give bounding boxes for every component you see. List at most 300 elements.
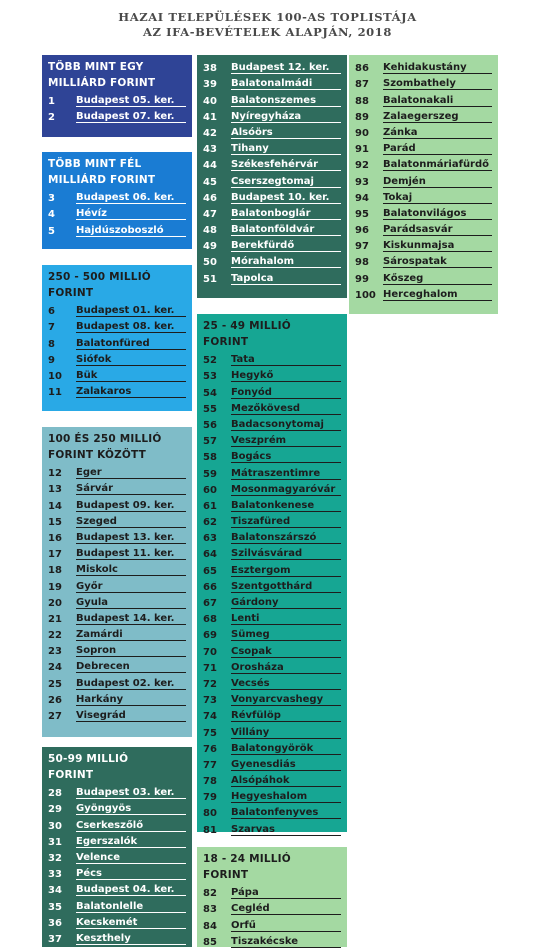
- rank-row-balatonfenyves: [203, 804, 341, 820]
- rank-row-zamardi: [48, 626, 186, 642]
- rank-number: 58: [203, 452, 217, 464]
- rank-number: 84: [203, 920, 217, 932]
- rank-row-alsopahok: [203, 772, 341, 788]
- rank-row-velence: [48, 849, 186, 865]
- rank-number: 4: [48, 209, 55, 221]
- rank-row-sumeg: [203, 626, 341, 642]
- settlement-name: Veszprém: [231, 435, 341, 447]
- tier-panel: [42, 55, 192, 137]
- rank-row-budapest-14-ker: [48, 610, 186, 626]
- settlement-name: Siófok: [76, 354, 186, 366]
- rank-number: 27: [48, 711, 62, 722]
- rank-row-cserkeszolo: [48, 816, 186, 832]
- settlement-name: Alsóörs: [231, 127, 341, 139]
- rank-number: 95: [355, 208, 369, 220]
- rank-row-cegled: [203, 900, 341, 916]
- tier-panel: [42, 427, 192, 737]
- tier-panel: [197, 847, 347, 947]
- rank-row-egerszalok: [48, 833, 186, 849]
- rank-row-budapest-02-ker: [48, 674, 186, 690]
- rank-row-veszprem: [203, 432, 341, 448]
- rank-number: 52: [203, 355, 217, 367]
- rank-number: 75: [203, 727, 217, 739]
- rank-number: 39: [203, 79, 217, 91]
- rank-row-heviz: [48, 205, 186, 221]
- rank-row-miskolc: [48, 561, 186, 577]
- rank-row-berekfurdo: [203, 237, 341, 253]
- settlement-name: Cserkeszőlő: [76, 820, 186, 832]
- settlement-name: Szarvas: [231, 824, 341, 836]
- settlement-name: Alsópáhok: [231, 775, 341, 787]
- settlement-name: Parádsasvár: [383, 224, 492, 236]
- rank-number: 16: [48, 532, 62, 544]
- settlement-name: Mátraszentimre: [231, 468, 341, 480]
- settlement-name: Villány: [231, 727, 341, 739]
- rank-row-budapest-01-ker: [48, 302, 186, 318]
- rank-number: 22: [48, 630, 62, 642]
- rank-number: 49: [203, 241, 217, 253]
- settlement-name: Miskolc: [76, 564, 186, 576]
- settlement-name: Budapest 09. ker.: [76, 500, 186, 512]
- settlement-name: Szombathely: [383, 78, 492, 90]
- rank-number: 38: [203, 63, 217, 75]
- settlement-name: Hegyeshalom: [231, 791, 341, 803]
- rank-number: 70: [203, 646, 217, 658]
- rank-number: 66: [203, 581, 217, 593]
- settlement-name: Mosonmagyaróvár: [231, 484, 341, 496]
- rank-row-balatonboglar: [203, 205, 341, 221]
- rank-number: 2: [48, 112, 55, 124]
- rank-number: 25: [48, 678, 62, 690]
- rank-row-zanka: [355, 124, 492, 140]
- rank-row-gyula: [48, 594, 186, 610]
- rank-number: 17: [48, 549, 62, 561]
- rank-number: 100: [355, 289, 376, 301]
- rank-number: 20: [48, 597, 62, 609]
- rank-row-tokaj: [355, 189, 492, 205]
- tier-panel: [197, 314, 347, 836]
- rank-row-vonyarcvashegy: [203, 691, 341, 707]
- rank-row-tiszafured: [203, 513, 341, 529]
- settlement-name: Szentgotthárd: [231, 581, 341, 593]
- rank-row-sarvar: [48, 480, 186, 496]
- settlement-name: Hévíz: [76, 208, 186, 220]
- rank-row-balatonfured: [48, 334, 186, 350]
- settlement-name: Tiszakécske: [231, 936, 341, 948]
- rank-row-gardony: [203, 594, 341, 610]
- settlement-name: Keszthely: [76, 933, 186, 945]
- settlement-name: Balatonmáriafürdő: [383, 159, 492, 171]
- rank-row-hegyeshalom: [203, 788, 341, 804]
- settlement-name: Révfülöp: [231, 710, 341, 722]
- settlement-name: Balatongyörök: [231, 743, 341, 755]
- rank-row-balatongyorok: [203, 740, 341, 756]
- rank-row-budapest-09-ker: [48, 496, 186, 512]
- tier-heading: TÖBB MINT FÉL MILLIÁRD FORINT: [48, 158, 156, 186]
- settlement-name: Harkány: [76, 694, 186, 706]
- settlement-name: Balatonboglár: [231, 208, 341, 220]
- tier-heading: 250 - 500 MILLIÓ FORINT: [48, 271, 151, 299]
- rank-number: 40: [203, 95, 217, 107]
- settlement-name: Budapest 02. ker.: [76, 678, 186, 690]
- rank-number: 36: [48, 917, 62, 929]
- settlement-name: Balatonvilágos: [383, 208, 492, 220]
- settlement-name: Budapest 05. ker.: [76, 95, 186, 107]
- rank-number: 8: [48, 338, 55, 350]
- settlement-name: Zalakaros: [76, 386, 186, 398]
- rank-number: 31: [48, 836, 62, 848]
- rank-row-buk: [48, 367, 186, 383]
- rank-row-lenti: [203, 610, 341, 626]
- rank-row-kehidakustany: [355, 59, 492, 75]
- rank-number: 63: [203, 533, 217, 545]
- settlement-name: Pápa: [231, 887, 341, 899]
- rank-number: 78: [203, 776, 217, 788]
- settlement-name: Pécs: [76, 868, 186, 880]
- settlement-name: Tata: [231, 354, 341, 366]
- rank-number: 41: [203, 111, 217, 123]
- rank-number: 74: [203, 711, 217, 723]
- rank-row-vecses: [203, 675, 341, 691]
- rank-row-debrecen: [48, 658, 186, 674]
- settlement-name: Mezőkövesd: [231, 403, 341, 415]
- rank-number: 33: [48, 869, 62, 881]
- settlement-name: Sárvár: [76, 483, 186, 495]
- rank-row-matraszentimre: [203, 464, 341, 480]
- rank-number: 88: [355, 95, 369, 107]
- settlement-name: Győr: [76, 581, 186, 593]
- rank-number: 72: [203, 678, 217, 690]
- rank-row-bogacs: [203, 448, 341, 464]
- rank-number: 13: [48, 484, 62, 496]
- rank-number: 61: [203, 500, 217, 512]
- settlement-name: Zánka: [383, 127, 492, 139]
- rank-number: 1: [48, 96, 55, 108]
- rank-number: 46: [203, 192, 217, 204]
- rank-number: 57: [203, 436, 217, 448]
- rank-row-demjen: [355, 172, 492, 188]
- settlement-name: Balatonföldvár: [231, 224, 341, 236]
- settlement-name: Szilvásvárad: [231, 548, 341, 560]
- rank-row-visegrad: [48, 707, 186, 723]
- rank-row-budapest-07-ker: [48, 108, 186, 124]
- rank-row-oroshaza: [203, 659, 341, 675]
- rank-row-parad: [355, 140, 492, 156]
- settlement-name: Lenti: [231, 613, 341, 625]
- rank-row-szentgotthard: [203, 578, 341, 594]
- rank-row-gyongyos: [48, 800, 186, 816]
- rank-number: 89: [355, 111, 369, 123]
- rank-row-koszeg: [355, 269, 492, 285]
- rank-number: 62: [203, 517, 217, 529]
- rank-row-mezokovesd: [203, 400, 341, 416]
- settlement-name: Tiszafüred: [231, 516, 341, 528]
- settlement-name: Cegléd: [231, 903, 341, 915]
- settlement-name: Balatonfenyves: [231, 807, 341, 819]
- rank-number: 68: [203, 614, 217, 626]
- rank-number: 96: [355, 225, 369, 237]
- rank-row-balatonkenese: [203, 497, 341, 513]
- rank-number: 3: [48, 193, 55, 205]
- rank-number: 82: [203, 888, 217, 900]
- settlement-name: Gyenesdiás: [231, 759, 341, 771]
- rank-number: 55: [203, 403, 217, 415]
- rank-row-zalaegerszeg: [355, 108, 492, 124]
- rank-row-gyor: [48, 577, 186, 593]
- settlement-name: Debrecen: [76, 661, 186, 673]
- rank-row-paradsasvar: [355, 221, 492, 237]
- settlement-name: Fonyód: [231, 387, 341, 399]
- settlement-name: Budapest 13. ker.: [76, 532, 186, 544]
- tier-heading: 18 - 24 MILLIÓ FORINT: [203, 853, 291, 881]
- settlement-name: Szeged: [76, 516, 186, 528]
- rank-row-tapolca: [203, 269, 341, 285]
- rank-number: 42: [203, 127, 217, 139]
- rank-number: 60: [203, 484, 217, 496]
- settlement-name: Gyula: [76, 597, 186, 609]
- rank-number: 93: [355, 176, 369, 188]
- rank-number: 21: [48, 613, 62, 625]
- settlement-name: Berekfürdő: [231, 240, 341, 252]
- settlement-name: Kecskemét: [76, 917, 186, 929]
- rank-row-hajduszoboszlo: [48, 221, 186, 237]
- rank-number: 69: [203, 630, 217, 642]
- settlement-name: Hajdúszoboszló: [76, 225, 186, 237]
- settlement-name: Tokaj: [383, 192, 492, 204]
- rank-number: 35: [48, 901, 62, 913]
- rank-number: 64: [203, 549, 217, 561]
- rank-number: 59: [203, 468, 217, 480]
- settlement-name: Orfű: [231, 920, 341, 932]
- rank-number: 56: [203, 419, 217, 431]
- rank-row-orfu: [203, 916, 341, 932]
- rank-number: 12: [48, 468, 62, 480]
- settlement-name: Balatonszárszó: [231, 532, 341, 544]
- rank-row-cserszegtomaj: [203, 172, 341, 188]
- settlement-name: Csopak: [231, 646, 341, 658]
- tier-heading: 25 - 49 MILLIÓ FORINT: [203, 320, 291, 348]
- rank-number: 48: [203, 225, 217, 237]
- rank-number: 28: [48, 788, 62, 800]
- rank-row-tihany: [203, 140, 341, 156]
- settlement-name: Egerszalók: [76, 836, 186, 848]
- rank-row-siofok: [48, 351, 186, 367]
- rank-row-badacsonytomaj: [203, 416, 341, 432]
- settlement-name: Budapest 08. ker.: [76, 321, 186, 333]
- settlement-name: Eger: [76, 467, 186, 479]
- tier-heading: 50-99 MILLIÓ FORINT: [48, 753, 129, 781]
- rank-row-budapest-06-ker: [48, 189, 186, 205]
- rank-number: 79: [203, 792, 217, 804]
- rank-number: 14: [48, 500, 62, 512]
- rank-row-budapest-04-ker: [48, 881, 186, 897]
- rank-row-szekesfehervar: [203, 156, 341, 172]
- rank-row-eger: [48, 464, 186, 480]
- title-line-2: AZ IFA-BEVÉTELEK ALAPJÁN, 2018: [143, 25, 392, 39]
- rank-row-balatonfoldvar: [203, 221, 341, 237]
- settlement-name: Visegrád: [76, 710, 186, 722]
- rank-row-szilvasvarad: [203, 545, 341, 561]
- rank-row-balatonlelle: [48, 897, 186, 913]
- rank-number: 71: [203, 662, 217, 674]
- settlement-name: Budapest 06. ker.: [76, 192, 186, 204]
- rank-row-balatonszemes: [203, 91, 341, 107]
- rank-number: 73: [203, 695, 217, 707]
- tier-panel: [42, 265, 192, 411]
- tier-panel: [197, 55, 347, 298]
- rank-number: 91: [355, 144, 369, 156]
- settlement-name: Budapest 10. ker.: [231, 192, 341, 204]
- rank-row-balatonakali: [355, 91, 492, 107]
- rank-row-balatonvilagos: [355, 205, 492, 221]
- tier-panel: [42, 747, 192, 947]
- rank-row-balatonszarszo: [203, 529, 341, 545]
- rank-number: 10: [48, 370, 62, 382]
- rank-row-villany: [203, 723, 341, 739]
- rank-number: 6: [48, 306, 55, 318]
- settlement-name: Hegykő: [231, 370, 341, 382]
- rank-number: 11: [48, 387, 62, 399]
- settlement-name: Zalaegerszeg: [383, 111, 492, 123]
- settlement-name: Balatonszemes: [231, 95, 341, 107]
- rank-number: 53: [203, 371, 217, 383]
- rank-row-budapest-03-ker: [48, 784, 186, 800]
- rank-number: 45: [203, 176, 217, 188]
- rank-row-fonyod: [203, 383, 341, 399]
- rank-row-balatonalmadi: [203, 75, 341, 91]
- rank-number: 85: [203, 936, 217, 948]
- rank-number: 76: [203, 743, 217, 755]
- settlement-name: Tihany: [231, 143, 341, 155]
- settlement-name: Bogács: [231, 451, 341, 463]
- rank-number: 43: [203, 144, 217, 156]
- settlement-name: Cserszegtomaj: [231, 176, 341, 188]
- rank-number: 54: [203, 387, 217, 399]
- rank-number: 92: [355, 160, 369, 172]
- rank-number: 99: [355, 273, 369, 285]
- rank-number: 90: [355, 127, 369, 139]
- rank-row-szarvas: [203, 820, 341, 836]
- rank-row-harkany: [48, 691, 186, 707]
- settlement-name: Budapest 12. ker.: [231, 62, 341, 74]
- rank-row-szeged: [48, 513, 186, 529]
- rank-number: 77: [203, 759, 217, 771]
- rank-number: 32: [48, 852, 62, 864]
- rank-number: 24: [48, 662, 62, 674]
- settlement-name: Kehidakustány: [383, 62, 492, 74]
- rank-number: 98: [355, 257, 369, 269]
- settlement-name: Bük: [76, 370, 186, 382]
- rank-row-sarospatak: [355, 253, 492, 269]
- rank-row-sopron: [48, 642, 186, 658]
- settlement-name: Sopron: [76, 645, 186, 657]
- settlement-name: Badacsonytomaj: [231, 419, 341, 431]
- rank-number: 26: [48, 694, 62, 706]
- settlement-name: Balatonlelle: [76, 901, 186, 913]
- rank-row-mosonmagyarovar: [203, 481, 341, 497]
- rank-row-budapest-05-ker: [48, 92, 186, 108]
- tier-panel: [42, 152, 192, 249]
- settlement-name: Demjén: [383, 176, 492, 188]
- tier-heading: TÖBB MINT EGY MILLIÁRD FORINT: [48, 61, 156, 89]
- rank-row-budapest-11-ker: [48, 545, 186, 561]
- settlement-name: Balatonakali: [383, 95, 492, 107]
- title-line-1: HAZAI TELEPÜLÉSEK 100-AS TOPLISTÁJA: [118, 10, 417, 24]
- settlement-name: Herceghalom: [383, 289, 492, 301]
- settlement-name: Nyíregyháza: [231, 111, 341, 123]
- rank-row-budapest-10-ker: [203, 189, 341, 205]
- rank-row-kiskunmajsa: [355, 237, 492, 253]
- settlement-name: Balatonkenese: [231, 500, 341, 512]
- tier-panel: [349, 55, 498, 314]
- rank-number: 29: [48, 804, 62, 816]
- rank-row-budapest-13-ker: [48, 529, 186, 545]
- settlement-name: Vecsés: [231, 678, 341, 690]
- settlement-name: Velence: [76, 852, 186, 864]
- settlement-name: Budapest 07. ker.: [76, 111, 186, 123]
- rank-number: 30: [48, 820, 62, 832]
- rank-number: 65: [203, 565, 217, 577]
- rank-number: 18: [48, 565, 62, 577]
- settlement-name: Parád: [383, 143, 492, 155]
- rank-row-revfulop: [203, 707, 341, 723]
- rank-row-esztergom: [203, 561, 341, 577]
- settlement-name: Esztergom: [231, 565, 341, 577]
- rank-row-nyiregyhaza: [203, 108, 341, 124]
- rank-row-hegyko: [203, 367, 341, 383]
- rank-number: 80: [203, 808, 217, 820]
- settlement-name: Budapest 03. ker.: [76, 787, 186, 799]
- settlement-name: Székesfehérvár: [231, 159, 341, 171]
- rank-number: 37: [48, 933, 62, 945]
- rank-number: 34: [48, 885, 62, 897]
- rank-number: 97: [355, 241, 369, 253]
- rank-number: 87: [355, 79, 369, 91]
- rank-number: 83: [203, 904, 217, 916]
- settlement-name: Zamárdi: [76, 629, 186, 641]
- settlement-name: Kiskunmajsa: [383, 240, 492, 252]
- rank-row-gyenesdias: [203, 756, 341, 772]
- settlement-name: Budapest 04. ker.: [76, 884, 186, 896]
- rank-number: 47: [203, 208, 217, 220]
- rank-row-kecskemet: [48, 914, 186, 930]
- settlement-name: Gárdony: [231, 597, 341, 609]
- rank-row-papa: [203, 884, 341, 900]
- rank-row-budapest-08-ker: [48, 318, 186, 334]
- rank-row-keszthely: [48, 930, 186, 946]
- rank-number: 44: [203, 160, 217, 172]
- settlement-name: Budapest 11. ker.: [76, 548, 186, 560]
- rank-row-pecs: [48, 865, 186, 881]
- settlement-name: Sárospatak: [383, 256, 492, 268]
- rank-row-balatonmariafurdo: [355, 156, 492, 172]
- rank-number: 86: [355, 63, 369, 75]
- rank-number: 9: [48, 354, 55, 366]
- rank-row-morahalom: [203, 253, 341, 269]
- settlement-name: Balatonalmádi: [231, 78, 341, 90]
- rank-row-herceghalom: [355, 286, 492, 302]
- rank-number: 81: [203, 824, 217, 836]
- rank-number: 7: [48, 322, 55, 334]
- settlement-name: Budapest 01. ker.: [76, 305, 186, 317]
- settlement-name: Balatonfüred: [76, 338, 186, 350]
- rank-number: 94: [355, 192, 369, 204]
- settlement-name: Gyöngyös: [76, 803, 186, 815]
- settlement-name: Orosháza: [231, 662, 341, 674]
- rank-number: 67: [203, 598, 217, 609]
- settlement-name: Sümeg: [231, 629, 341, 641]
- settlement-name: Kőszeg: [383, 273, 492, 285]
